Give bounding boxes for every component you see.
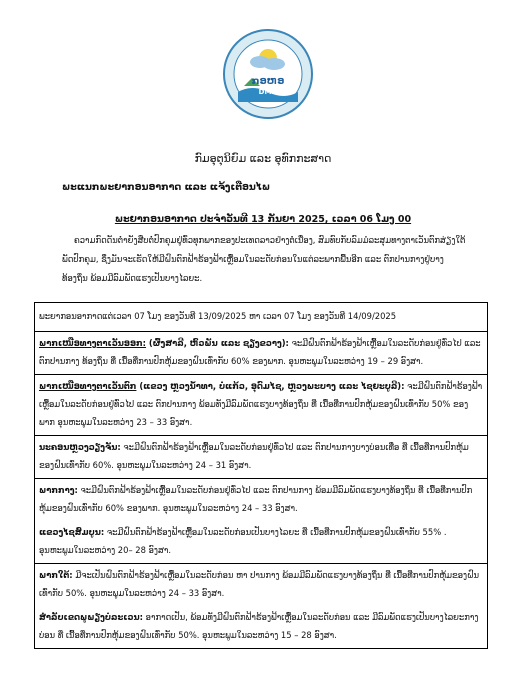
forecast-table [34, 302, 488, 649]
table-row [35, 331, 487, 374]
region-name: ພາກເໜືອທາງຕາເວັນອອກ: [39, 338, 147, 348]
table-row [35, 563, 487, 648]
table-row [35, 435, 487, 478]
region-name: ພາກກາງ: [39, 485, 78, 495]
region-forecast: ຈະມີຝົນຕົກຟ້າຮ້ອງຟ້າເຫຼື້ອມໃນລະດັບກ່ອນຢູ່ທົ່ວໄປ ແລະ ຕົກປານກາງບາງບ່ອນເທື່ອ ທີ່ ເນື້ອທີ່ການປົກຫຸ້ມຂອງຝົນເທົ່າກັບ 60%. ອຸນຫະພູມໃນລະຫວ່າງ 24 – 31 ອົງສາ. [39, 442, 469, 470]
region-forecast: ມີຈະເປັນຝົນຕົກຟ້າຮ້ອງຟ້າເຫຼື້ອມໃນລະດັບກ່ອນ ຫາ ປານກາງ ພ້ອມມີລົມພັດແຮງບາງທ້ອງຖິ່ນ ທີ່ ເນື້ອທີ່ການປົກຫຸ້ມຂອງຝົນເທົ່າກັບ 50%. ອຸນຫະພູມໃນລະຫວ່າງ 24 – 33 ອົງສາ. [39, 570, 480, 598]
sub-region [39, 523, 483, 559]
region-provinces: (ຜົ້ງສາລີ, ຫົວພັນ ແລະ ຊຽງຂວາງ): [146, 338, 289, 348]
region-name: ພາກເໜືອທາງຕາເວັນຕົກ [39, 381, 137, 391]
region-forecast: ຈະມີຝົນຕົກຟ້າຮ້ອງຟ້າເຫຼື້ອມໃນລະດັບກ່ອນຢູ່ທົ່ວໄປ ແລະ ຕົກປານກາງ ທ້ອງຖິ່ນ ທີ່ ເນື້ອທີ່ການປົກຫຸ້ມຂອງຝົນເທົ່າກັບ 60% ຂອງພາກ. ອຸນຫະພູມໃນລະຫວ່າງ 19 – 29 ອົງສາ. [39, 338, 481, 366]
forecast-title: ພະຍາກອນອາກາດ ປະຈໍາວັນທີ 13 ກັນຍາ 2025, ເວລາ 06 ໂມງ 00 [114, 214, 412, 225]
table-row [35, 478, 487, 563]
sub-region [39, 608, 483, 644]
region-name: ນະຄອນຫຼວງວຽງຈັນ: [39, 442, 121, 452]
sub-region-name: ສໍາລັບເຂດພູພຽງບໍລະເວນ: [39, 612, 143, 622]
sub-region-forecast: ຈະມີຝົນຕົກຟ້າຮ້ອງຟ້າເຫຼື້ອມໃນລະດັບກ່ອນເປັນບາງໄລຍະ ທີ່ ເນື້ອທີ່ການປົກຫຸ້ມຂອງຝົນເທົ່າກັບ 55% . ອຸນຫະພູມໃນລະຫວ່າງ 20– 28 ອົງສາ. [39, 527, 447, 555]
logo-sub: DMH [258, 88, 278, 96]
region-name: ພາກໃຕ້: [39, 570, 73, 580]
sub-region-forecast: ອາກາດເປັນ, ພ້ອມທັງມີຝົນຕົກຟ້າຮ້ອງຟ້າເຫຼື້ອມໃນລະດັບກ່ອນ ແລະ ມີລົມພັດແຮງເປັນບາງໄລຍະກາງບ່ອນ ທີ່ ເນື້ອທີ່ການປົກຫຸ້ມຂອງຝົນເທົ່າກັບ 50%. ອຸນຫະພູມໃນລະຫວ່າງ 15 – 28 ອົງສາ. [39, 612, 479, 640]
forecast-period: ພະຍາກອນອາກາດແຕ່ເວລາ 07 ໂມງ ຂອງວັນທີ 13/09/2025 ຫາ ເວລາ 07 ໂມງ ຂອງວັນທີ 14/09/2025 [39, 311, 397, 321]
sub-region-name: ແຂວງໄຊສົມບູນ: [39, 527, 105, 537]
region-forecast: ຈະມີຝົນຕົກຟ້າຮ້ອງຟ້າເຫຼື້ອມໃນລະດັບກ່ອນຢູ່ທົ່ວໄປ ແລະ ຕົກປານກາງ ພ້ອມມີລົມພັດແຮງບາງທ້ອງຖິ່ນ ທີ່ ເນື້ອທີ່ການປົກຫຸ້ມຂອງຝົນເທົ່າກັບ 60% ຂອງພາກ. ອຸນຫະພູມໃນລະຫວ່າງ 24 – 33 ອົງສາ. [39, 485, 473, 513]
logo-text: ກອຫອ [251, 76, 285, 87]
dmh-logo [222, 28, 314, 120]
section-title: ພະແນກພະຍາກອນອາກາດ ແລະ ແຈ້ງເຕືອນໄພ [62, 182, 271, 193]
region-provinces: (ແຂວງ ຫຼວງນໍ້າທາ, ບໍ່ແກ້ວ, ອຸດົມໄຊ, ຫຼວງພະບາງ ແລະ ໄຊຍະບູລີ): [136, 381, 405, 391]
region-forecast: ຈະມີຝົນຕົກຟ້າຮ້ອງຟ້າເຫຼື້ອມໃນລະດັບກ່ອນຢູ່ທົ່ວໄປ ແລະ ຕົກປານກາງ ພ້ອມທັງມີລົມພັດແຮງບາງທ້ອງຖິ່ນ ທີ່ ເນື້ອທີ່ການປົກຫຸ້ມຂອງຝົນເທົ່າກັບ 50% ຂອງພາກ ອຸນຫະພູມໃນລະຫວ່າງ 23 – 33 ອົງສາ. [39, 381, 483, 427]
department-title: ກົມອຸຕຸນິຍົມ ແລະ ອຸທົກກະສາດ [194, 152, 332, 165]
forecast-intro: ຄວາມກົດດັນຕ່ຳຍັງສືບຕໍ່ປົກຄຸມຢູ່ທົ່ວທຸກພາກຂອງປະເທດລາວຢ່າງຕໍ່ເນື່ອງ, ສົມທົບກັບລົມມໍລະສຸມທາງຕາເວັນຕົກສ່ຽງໃຕ້ພັດປົກຄຸມ, ຊຶ່ງມັນຈະເຮັດໃຫ້ມີຝົນຕົກຟ້າຮ້ອງຟ້າເຫຼື້ອມໃນລະດັບກ່ອນໃນແຕ່ລະພາກພື້ນອີກ ແລະ ຕົກປານກາງຢູ່ບາງທ້ອງຖິ່ນ ພ້ອມມີລົມພັດແຮງເປັນບາງໄລຍະ. [62, 235, 466, 283]
table-row [35, 374, 487, 435]
